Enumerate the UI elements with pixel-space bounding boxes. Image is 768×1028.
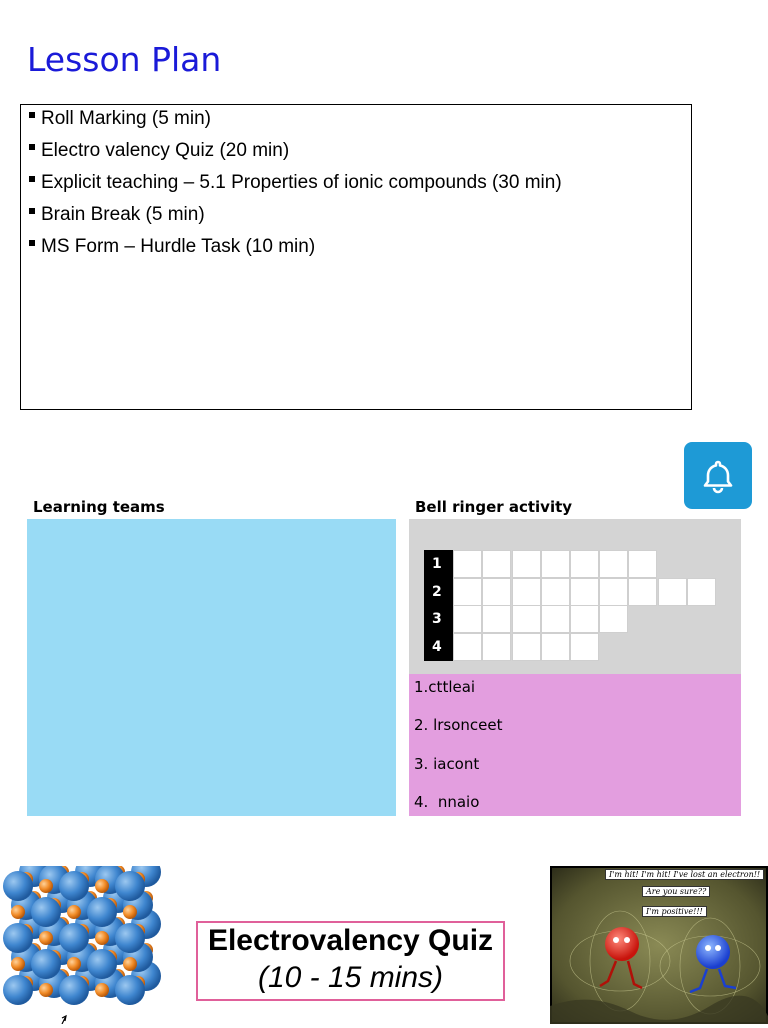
anion-sphere	[3, 923, 33, 953]
crossword-cell[interactable]	[482, 578, 511, 606]
ionic-lattice-image	[0, 866, 170, 1024]
anion-sphere	[3, 975, 33, 1005]
anion-sphere	[59, 871, 89, 901]
quiz-duration: (10 - 15 mins)	[257, 961, 444, 994]
clue-4: 4. nnaio	[414, 793, 480, 811]
anion-sphere	[3, 871, 33, 901]
crossword-row-number: 3	[424, 605, 453, 633]
crossword-cell[interactable]	[570, 633, 599, 661]
crossword-row-number: 4	[424, 633, 453, 661]
crossword-cell[interactable]	[482, 550, 511, 578]
crossword-cell[interactable]	[687, 578, 716, 606]
crossword-cell[interactable]	[628, 578, 657, 606]
crossword-row-number: 1	[424, 550, 453, 578]
lesson-plan-box	[20, 104, 692, 410]
crossword-cell[interactable]	[599, 578, 628, 606]
crossword-row-number: 2	[424, 578, 453, 606]
page-title: Lesson Plan	[27, 40, 222, 79]
bullet-icon	[29, 112, 35, 118]
crossword-cell[interactable]	[570, 550, 599, 578]
speech-bubble-3: I'm positive!!!	[642, 906, 707, 917]
cation-sphere	[67, 957, 81, 971]
crossword-cell[interactable]	[599, 550, 628, 578]
crossword-cell[interactable]	[453, 550, 482, 578]
cation-sphere	[123, 905, 137, 919]
crossword-cell[interactable]	[453, 605, 482, 633]
electron-cartoon-image	[550, 866, 768, 1024]
clues-panel	[409, 674, 741, 816]
bell-ringer-heading: Bell ringer activity	[415, 498, 573, 516]
crossword-cell[interactable]	[628, 550, 657, 578]
speech-bubble-2: Are you sure??	[642, 886, 710, 897]
bullet-icon	[29, 240, 35, 246]
crossword-cell[interactable]	[570, 578, 599, 606]
bullet-icon	[29, 176, 35, 182]
bell-icon	[684, 442, 752, 509]
cation-sphere	[11, 957, 25, 971]
crossword-cell[interactable]	[658, 578, 687, 606]
anion-sphere	[87, 949, 117, 979]
crossword-grid-panel	[409, 519, 741, 674]
lesson-plan-item: Explicit teaching – 5.1 Properties of ionic compounds (30 min)	[29, 172, 562, 194]
cation-sphere	[95, 931, 109, 945]
anion-sphere	[59, 975, 89, 1005]
anion-sphere	[59, 923, 89, 953]
crossword-cell[interactable]	[512, 605, 541, 633]
anion-sphere	[115, 975, 145, 1005]
learning-teams-heading: Learning teams	[33, 498, 165, 516]
anion-sphere	[87, 897, 117, 927]
bell-button[interactable]	[684, 442, 752, 509]
ionic-lattice-illustration	[0, 866, 170, 1024]
crossword-cell[interactable]	[599, 605, 628, 633]
cation-sphere	[11, 905, 25, 919]
crossword-cell[interactable]	[541, 633, 570, 661]
cation-sphere	[39, 983, 53, 997]
crossword-cell[interactable]	[512, 633, 541, 661]
bullet-icon	[29, 144, 35, 150]
crossword-cell[interactable]	[512, 550, 541, 578]
crossword-cell[interactable]	[482, 605, 511, 633]
cation-sphere	[123, 957, 137, 971]
anion-sphere	[31, 897, 61, 927]
crossword-cell[interactable]	[512, 578, 541, 606]
quiz-title-box	[196, 921, 505, 1001]
quiz-title: Electrovalency Quiz	[207, 924, 494, 957]
crossword-cell[interactable]	[541, 605, 570, 633]
clue-2: 2. lrsonceet	[414, 716, 503, 734]
anion-sphere	[115, 871, 145, 901]
lesson-plan-item: Electro valency Quiz (20 min)	[29, 140, 289, 162]
crossword-cell[interactable]	[541, 550, 570, 578]
crossword-cell[interactable]	[453, 578, 482, 606]
anion-sphere	[31, 949, 61, 979]
crossword-cell[interactable]	[482, 633, 511, 661]
learning-teams-panel	[27, 519, 396, 816]
cation-sphere	[95, 879, 109, 893]
crossword-cell[interactable]	[541, 578, 570, 606]
anion-sphere	[115, 923, 145, 953]
cation-sphere	[39, 879, 53, 893]
bullet-icon	[29, 208, 35, 214]
clue-1: 1.cttleai	[414, 678, 476, 696]
cation-sphere	[39, 931, 53, 945]
crossword-cell[interactable]	[570, 605, 599, 633]
lesson-plan-item: Brain Break (5 min)	[29, 204, 205, 226]
crossword-cell[interactable]	[453, 633, 482, 661]
speech-bubble-1: I'm hit! I'm hit! I've lost an electron!!	[605, 869, 764, 880]
cation-sphere	[95, 983, 109, 997]
lesson-plan-item: MS Form – Hurdle Task (10 min)	[29, 236, 315, 258]
lesson-plan-item: Roll Marking (5 min)	[29, 108, 211, 130]
cation-sphere	[67, 905, 81, 919]
clue-3: 3. iacont	[414, 755, 480, 773]
